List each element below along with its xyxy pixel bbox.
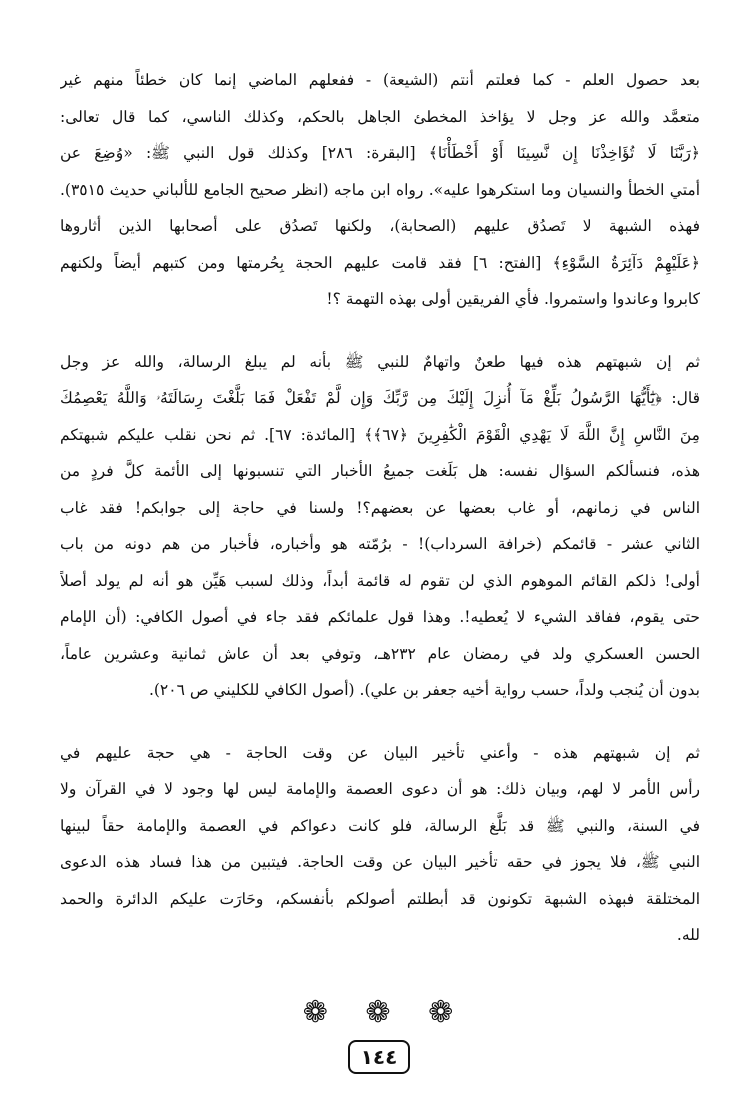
text-line: ﴿عَلَيْهِمْ دَآئِرَةُ السَّوْءِ﴾ [الفتح: ٦] فقد قامت عليهم الحجة بِحُرمتها ومن كتبهم أيضاً ولكنهم [60, 253, 700, 272]
text-line: النبي ﷺ، فلا يجوز في حقه تأخير البيان عن وقت الحاجة. فيتبين من هذا فساد هذه الدعوى [60, 853, 700, 871]
text-line: في السنة، والنبي ﷺ قد بَلَّغ الرسالة، فلو كانت دعواكم في العصمة والإمامة حقاً لبينها [60, 816, 700, 835]
text-line: بدون أن يُنجب ولداً، حسب رواية أخيه جعفر بن علي). (أصول الكافي للكليني ص ٢٠٦). [148, 681, 700, 699]
text-line: قال: ﴿يَٰٓأَيُّهَا الرَّسُولُ بَلِّغْ مَآ أُنزِلَ إِلَيْكَ مِن رَّبِّكَ وَإِن لَّمْ تَفْعَلْ فَمَا بَلَّغْتَ رِسَالَتَهُۥ وَاللَّهُ يَعْصِمُكَ [60, 389, 700, 407]
text-line: هذه، فنسألكم السؤال نفسه: هل بَلَغت جميعُ الأخبار التي تنسبونها إلى الأئمة كلَّ فردٍ من [60, 462, 700, 480]
text-line: بعد حصول العلم - كما فعلتم أنتم (الشيعة) - ففعلهم الماضي إنما كان خطئاً منهم غير [60, 71, 700, 89]
paragraph-1 [60, 62, 700, 318]
page-number: ١٤٤ [348, 1040, 410, 1074]
text-line: ثم إن شبهتهم هذه فيها طعنٌ واتهامٌ للنبي ﷺ بأنه لم يبلغ الرسالة، والله عز وجل [60, 352, 700, 371]
text-line: كابروا وعاندوا واستمروا. فأي الفريقين أولى بهذه التهمة ؟! [326, 290, 700, 308]
text-line: رأس الأمر لا لهم، وبيان ذلك: هو أن دعوى العصمة والإمامة ليس لها وجود لا في القرآن ولا [60, 780, 700, 798]
flower-ornament-icon: ❁ [365, 995, 391, 1030]
text-line: متعمَّد والله عز وجل لا يؤاخذ المخطئ الجاهل بالحكم، وكذلك الناسي، كما قال تعالى: [60, 107, 700, 126]
text-line: مِنَ النَّاسِ إِنَّ اللَّهَ لَا يَهْدِي الْقَوْمَ الْكَٰفِرِينَ ﴿٦٧﴾﴾ [المائدة: ٦٧]. ثم نحن نقلب عليكم شبهتكم [60, 425, 700, 444]
text-line: الثاني عشر - قائمكم (خرافة السرداب)! - برُمّته هو وأخباره، فأخبار من هم دونه من باب [60, 535, 700, 553]
text-line: الحسن العسكري ولد في رمضان عام ٢٣٢هـ، وتوفي بعد أن عاش ثمانية وعشرين عاماً، [60, 644, 700, 663]
text-line: فهذه الشبهة لا تَصدُق عليهم (الصحابة)، ولكنها تَصدُق على أصحابها الذين أثاروها [60, 217, 700, 235]
text-line: لله. [676, 926, 700, 944]
section-divider [0, 995, 756, 1030]
document-body [60, 62, 700, 954]
flower-ornament-icon: ❁ [302, 995, 328, 1030]
text-line: أمتي الخطأ والنسيان وما استكرهوا عليه». رواه ابن ماجه (انظر صحيح الجامع للألباني حديث ٣٥١٥). [60, 180, 700, 199]
text-line: حتى يقوم، ففاقد الشيء لا يُعطيه!. وهذا قول علمائكم فقد جاء في أصول الكافي: (أن الإمام [60, 608, 700, 626]
text-line: أولى! ذلكم القائم الموهوم الذي لن تقوم له قائمة أبداً، وذلك لسبب هَيِّن هو أنه لم يولد أصلاً [60, 571, 700, 590]
text-line: الناس في زمانهم، أو غاب بعضها عن بعضهم؟! ولسنا في حاجة إلى جوابكم! فقد غاب [60, 498, 700, 517]
paragraph-2 [60, 344, 700, 709]
flower-ornament-icon: ❁ [428, 995, 454, 1030]
text-line: ثم إن شبهتهم هذه - وأعني تأخير البيان عن وقت الحاجة - هي حجة عليهم في [60, 743, 700, 762]
text-line: ﴿رَبَّنَا لَا تُؤَاخِذْنَا إِن نَّسِينَا أَوْ أَخْطَأْنَا﴾ [البقرة: ٢٨٦] وكذلك قول النبي ﷺ: «وُضِعَ عن [60, 144, 700, 162]
paragraph-3 [60, 735, 700, 954]
text-line: المختلقة فبهذه الشبهة تكونون قد أبطلتم أصولكم بأنفسكم، وحَارَت عليكم الدائرة والحمد [60, 889, 700, 908]
